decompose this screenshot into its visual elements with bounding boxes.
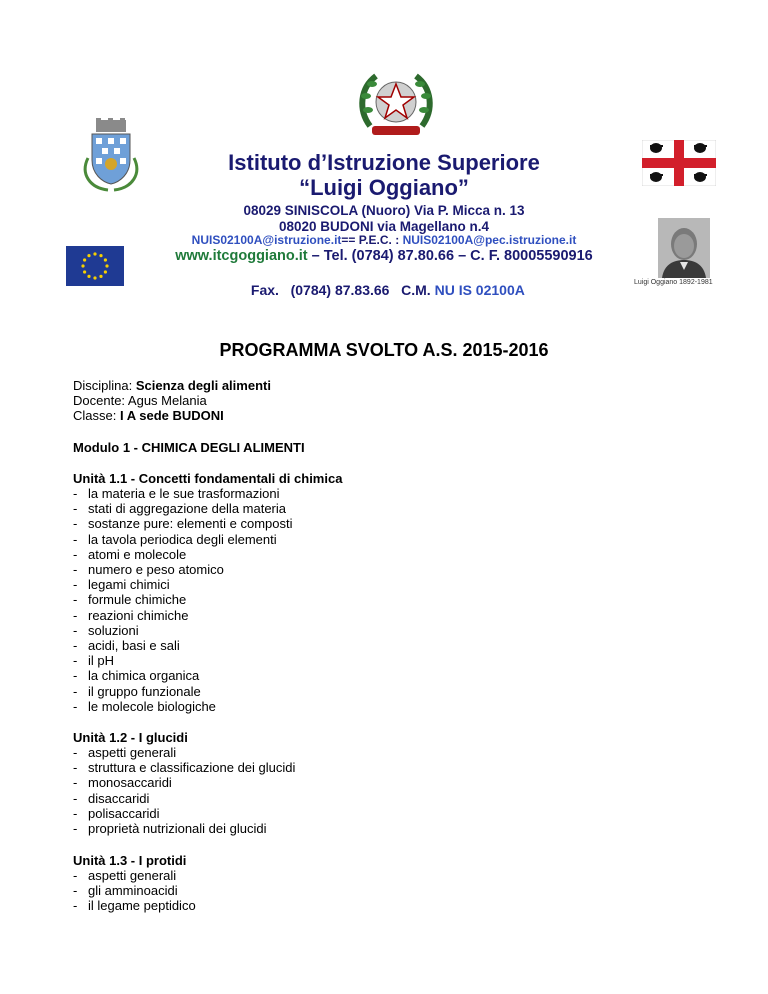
address-budoni: 08020 BUDONI via Magellano n.4 (278, 219, 490, 234)
school-code: NU IS 02100A (434, 282, 525, 298)
fax-line (0, 266, 768, 298)
list-item: - polisaccaridi (73, 806, 295, 821)
unit-1-2-list (73, 745, 295, 836)
list-item: - disaccaridi (73, 791, 295, 806)
portrait-caption: Luigi Oggiano 1892-1981 (634, 279, 713, 286)
italian-republic-emblem-icon (356, 66, 436, 142)
list-item: - reazioni chimiche (73, 608, 293, 623)
list-item: - aspetti generali (73, 745, 295, 760)
list-item: - struttura e classificazione dei glucidi (73, 760, 295, 775)
list-item: - le molecole biologiche (73, 699, 293, 714)
pec-label: == P.E.C. : (341, 233, 403, 247)
list-item: - stati di aggregazione della materia (73, 501, 293, 516)
fax-cm: Fax. (0784) 87.83.66 C.M. (250, 282, 431, 298)
unit-title: Unità 1.2 - I glucidi (73, 730, 188, 745)
list-item: - legami chimici (73, 577, 293, 592)
address-siniscola: 08029 SINISCOLA (Nuoro) Via P. Micca n. 13 (243, 203, 525, 218)
tel-cf: – Tel. (0784) 87.80.66 – C. F. 80005590916 (307, 248, 593, 264)
list-item: - la materia e le sue trasformazioni (73, 486, 293, 501)
unit-title: Unità 1.3 - I protidi (73, 853, 187, 868)
list-item: - la tavola periodica degli elementi (73, 532, 293, 547)
teacher-line: Docente: Agus Melania (73, 393, 207, 409)
website-link[interactable]: www.itcgoggiano.it (175, 248, 308, 264)
document-heading: PROGRAMMA SVOLTO A.S. 2015-2016 (219, 340, 549, 360)
unit-1-1-list (73, 486, 293, 714)
discipline-value: Scienza degli alimenti (135, 378, 271, 393)
list-item: - il legame peptidico (73, 898, 196, 913)
list-item: - aspetti generali (73, 868, 196, 883)
unit-1-3-list (73, 868, 196, 914)
website-line (0, 248, 768, 264)
document-meta (73, 378, 271, 424)
email-link[interactable]: NUIS02100A@istruzione.it (191, 233, 342, 247)
discipline-line: Disciplina: Scienza degli alimenti (73, 378, 271, 393)
list-item: - il pH (73, 653, 293, 668)
list-item: - formule chimiche (73, 592, 293, 607)
list-item: - sostanze pure: elementi e composti (73, 516, 293, 531)
list-item: - gli amminoacidi (73, 883, 196, 898)
list-item: - numero e peso atomico (73, 562, 293, 577)
class-value: I A sede BUDONI (119, 408, 224, 424)
list-item: - atomi e molecole (73, 547, 293, 562)
list-item: - proprietà nutrizionali dei glucidi (73, 821, 295, 836)
list-item: - acidi, basi e sali (73, 638, 293, 653)
email-line (0, 233, 768, 247)
list-item: - monosaccaridi (73, 775, 295, 790)
pec-email-link[interactable]: NUIS02100A@pec.istruzione.it (402, 233, 577, 247)
list-item: - soluzioni (73, 623, 293, 638)
list-item: - il gruppo funzionale (73, 684, 293, 699)
unit-title: Unità 1.1 - Concetti fondamentali di chimica (73, 471, 343, 486)
institute-title: Istituto d’Istruzione Superiore (228, 150, 540, 175)
list-item: - la chimica organica (73, 668, 293, 683)
institute-name: “Luigi Oggiano” (299, 175, 469, 200)
class-line: Classe: I A sede BUDONI (73, 408, 224, 424)
module-title: Modulo 1 - CHIMICA DEGLI ALIMENTI (73, 440, 305, 455)
